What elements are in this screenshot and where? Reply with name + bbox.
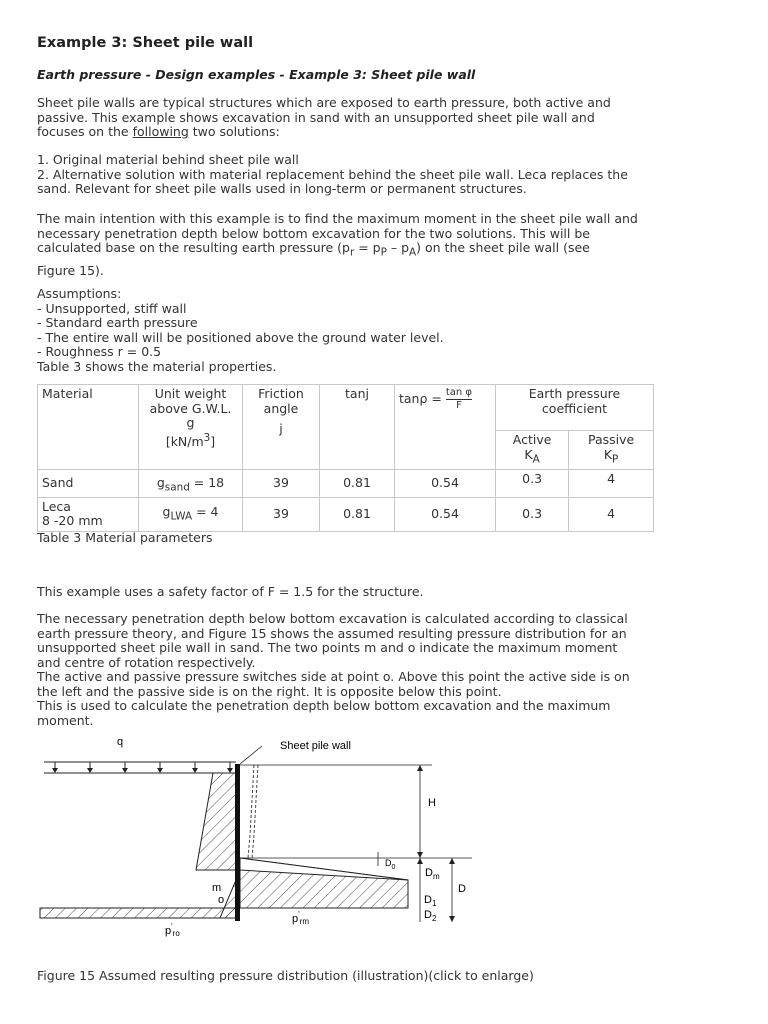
header-passive: Passive $K_P$ <box>569 431 654 470</box>
label-o: o <box>218 894 225 906</box>
label-pro: p <box>165 925 172 937</box>
page-title: Example 3: Sheet pile wall <box>37 35 254 51</box>
figure-15-diagram[interactable] <box>0 730 768 950</box>
sheet-pile-wall <box>235 764 240 921</box>
table-caption: Table 3 Material parameters <box>37 530 213 545</box>
following-link[interactable]: following <box>132 124 189 139</box>
svg-text:D0: $D_0$ <box>385 858 396 871</box>
solution-2-cont: sand. Relevant for sheet pile walls used in long-term or permanent structures. <box>37 181 527 196</box>
svg-text:D2: $D_2$ <box>424 909 437 923</box>
label-sheet-pile-wall: Sheet pile wall <box>280 740 351 752</box>
label-m: m <box>212 882 222 894</box>
label-q: q <box>117 736 124 748</box>
label-D: D <box>458 883 466 895</box>
label-H: H <box>428 797 436 809</box>
section-subtitle: Earth pressure - Design examples - Example 3: Sheet pile wall <box>37 67 476 82</box>
solution-2: 2. Alternative solution with material replacement behind the sheet pile wall. Leca replaces the <box>37 166 628 182</box>
intention-paragraph: The main intention with this example is to find the maximum moment in the sheet pile wall and necessary penetration depth below bottom excavation for the two solutions. This will be calculated base on the resulting earth pressure $(p_r = p_P - p_A)$ on the sheet pile wall (see Figure 15). <box>37 211 638 278</box>
safety-paragraph: This example uses a safety factor of F = 1.5 for the structure. <box>37 584 424 599</box>
intro-paragraph: Sheet pile walls are typical structures which are exposed to earth pressure, both active and passive. This example shows excavation in sand with an unsupported sheet pile wall and focuses on the following two solutions: <box>37 95 611 139</box>
solutions-list <box>37 153 657 197</box>
header-tanj: tanj <box>320 385 395 470</box>
svg-text:D1: $D_1$ <box>424 894 437 908</box>
figure-caption[interactable]: Figure 15 Assumed resulting pressure distribution (illustration)(click to enlarge) <box>37 968 534 983</box>
header-tanrho: tanρ = $\frac{\text{tan φ}}{F}$ <box>395 385 496 470</box>
label-D1: D <box>424 894 432 906</box>
header-earth-pressure-coefficient: Earth pressure coefficient <box>496 385 654 431</box>
svg-text:p'ro: $p'_{ro}$ <box>165 922 180 938</box>
header-active: Active $K_A$ <box>496 431 569 470</box>
surcharge-load <box>44 762 236 773</box>
label-Dm: D <box>425 867 433 879</box>
label-prm: p <box>292 913 299 925</box>
svg-text:Dm: $D_m$ <box>425 867 440 881</box>
label-D0: D <box>385 858 392 868</box>
ground-left <box>40 908 236 918</box>
header-material: Material <box>38 385 139 470</box>
header-friction: Friction angle j <box>243 385 320 470</box>
active-pressure-area <box>196 773 236 870</box>
table-row: Leca 8 -20 mm $g_{LWA} = 4$ 39 0.81 0.54 0.3 4 <box>38 497 654 531</box>
penetration-paragraph: The necessary penetration depth below bottom excavation is calculated according to classical earth pressure theory, and Figure 15 shows the assumed resulting pressure distribution for an unsupported sheet pile wall in sand. The two points m and o indicate the maximum moment and centre of rotation respectively. The active and passive pressure switches side at point o. Above this point the active side is on the left and the passive side is on the right. It is opposite below this point. This is used to calculate the penetration depth below bottom excavation and the maximum moment. <box>37 611 630 728</box>
header-unit-weight: Unit weight above G.W.L. g $[kN/m^3]$ <box>139 385 243 470</box>
assumptions-list: Assumptions: - Unsupported, stiff wall - Standard earth pressure - The entire wall will be positioned above the ground water level. - Roughness r = 0.5 Table 3 shows the material properties. <box>37 286 444 374</box>
label-D2: D <box>424 909 432 921</box>
svg-text:p'rm: $p'_{rm}$ <box>292 910 309 926</box>
material-table <box>37 384 654 532</box>
solution-1: 1. Original material behind sheet pile wall <box>37 152 299 167</box>
table-row: Sand $g_{sand} = 18$ 39 0.81 0.54 0.3 4 <box>38 469 654 497</box>
